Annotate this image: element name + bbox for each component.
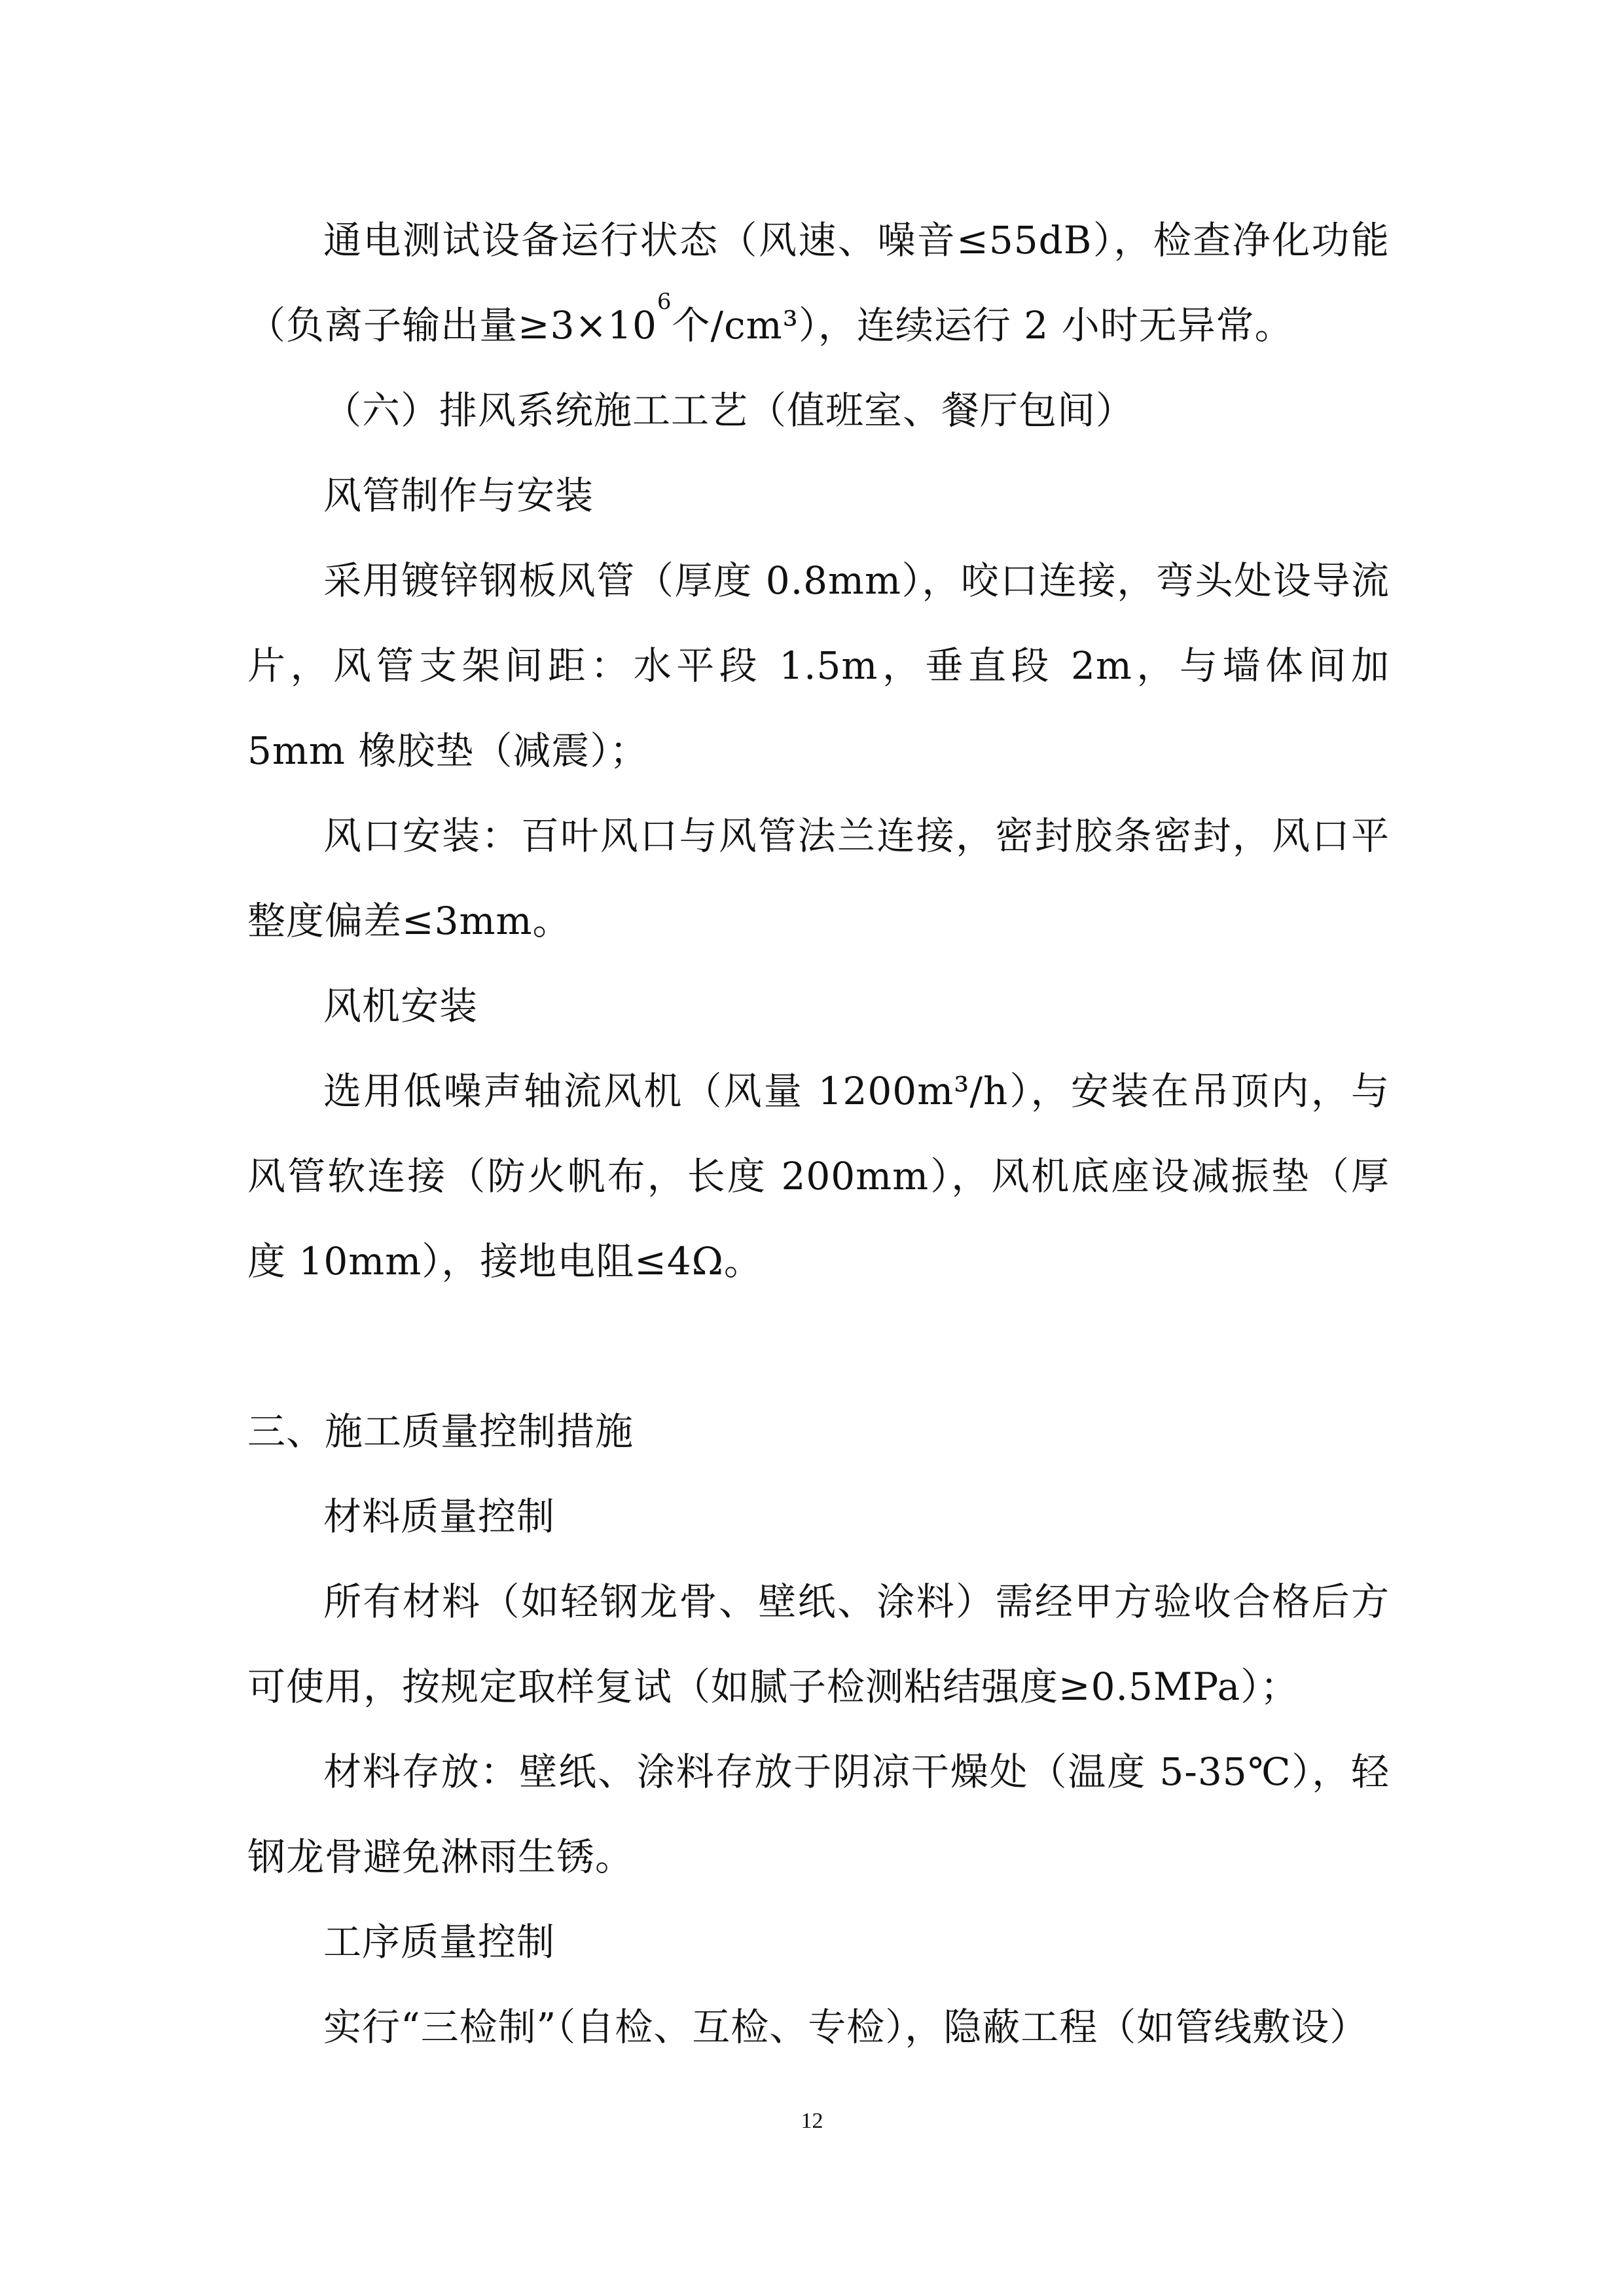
paragraph-three-check: 实行“三检制”（自检、互检、专检），隐蔽工程（如管线敷设） [323, 2005, 1369, 2049]
item-heading-process-quality: 工序质量控制 [323, 1920, 556, 1964]
section-heading-quality: 三、施工质量控制措施 [247, 1409, 634, 1454]
paragraph-text: 个/cm³），连续运行 2 小时无异常。 [672, 303, 1293, 348]
paragraph-material-storage: 材料存放：壁纸、涂料存放于阴凉干燥处（温度 5-35℃），轻钢龙骨避免淋雨生锈。 [247, 1749, 1390, 1879]
item-heading-fan: 风机安装 [323, 984, 478, 1028]
paragraph-vent-install: 风口安装：百叶风口与风管法兰连接，密封胶条密封，风口平整度偏差≤3mm。 [247, 814, 1390, 943]
paragraph-text: 通电测试设备运行状态（风速、噪音≤55dB），检查净化功能（负离子输出量≥3×10 [247, 218, 1390, 348]
superscript-exponent: 6 [657, 289, 672, 315]
item-heading-duct: 风管制作与安装 [323, 473, 594, 518]
paragraph-power-test [247, 198, 1390, 368]
paragraph-duct-material: 采用镀锌钢板风管（厚度 0.8mm），咬口连接，弯头处设导流片，风管支架间距：水平段 1.5m，垂直段 2m，与墙体间加 5mm 橡胶垫（减震）； [247, 558, 1390, 773]
subsection-heading-exhaust: （六）排风系统施工工艺（值班室、餐厅包间） [323, 388, 1135, 433]
page-number: 12 [801, 2109, 823, 2133]
body-text [247, 198, 1390, 2070]
paragraph-material-acceptance: 所有材料（如轻钢龙骨、壁纸、涂料）需经甲方验收合格后方可使用，按规定取样复试（如腻子检测粘结强度≥0.5MPa）； [247, 1579, 1390, 1709]
paragraph-fan-install: 选用低噪声轴流风机（风量 1200m³/h），安装在吊顶内，与风管软连接（防火帆布，长度 200mm），风机底座设减振垫（厚度 10mm），接地电阻≤4Ω。 [247, 1069, 1390, 1283]
item-heading-material-quality: 材料质量控制 [323, 1494, 556, 1539]
